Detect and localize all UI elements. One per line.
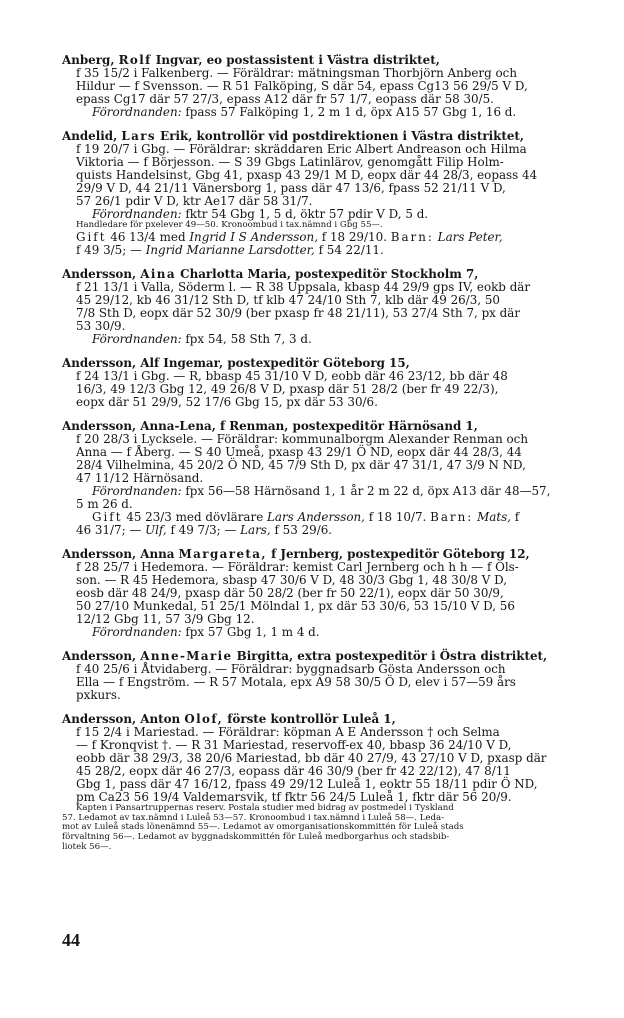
entry-line: 50 27/10 Munkedal, 51 25/1 Mölndal 1, px där 53 30/6, 53 15/10 V D, 56: [76, 598, 515, 613]
entry-line: f 21 13/1 i Valla, Söderm l. — R 38 Uppsala, kbasp 44 29/9 gps IV, eokb där: [76, 279, 531, 294]
entry-column: [62, 54, 588, 864]
entry-line: 7/8 Sth D, eopx där 52 30/9 (ber pxasp fr 48 21/11), 53 27/4 Sth 7, px där: [76, 305, 521, 320]
note-line: förvaltning 56—. Ledamot av byggnadskommittén för Luleå medborgarhus och stadsbib-: [62, 832, 450, 843]
appointments: Förordnanden: fpass 57 Falköping 1, 2 m 1 d, öpx A15 57 Gbg 1, 16 d.: [92, 105, 517, 119]
entry-line: pm Ca23 56 19/4 Valdemarsvik, tf fktr 56 24/5 Luleå 1, fktr där 56 20/9.: [76, 789, 512, 804]
entry-line: Hildur — f Svensson. — R 51 Falköping, S där 54, epass Cg13 56 29/5 V D,: [76, 79, 528, 93]
entry-heading: Andersson, Anton Olof, förste kontrollör Luleå 1,: [62, 711, 396, 726]
entry-line: epass Cg17 där 57 27/3, epass A12 där fr 57 1/7, eopass där 58 30/5.: [76, 92, 494, 106]
entry-line: 47 11/12 Härnösand.: [76, 470, 204, 485]
entry-heading: Andersson, Aina Charlotta Maria, postexpeditör Stockholm 7,: [62, 266, 479, 281]
entry-line: 28/4 Vilhelmina, 45 20/2 Ö ND, 45 7/9 Sth D, px där 47 31/1, 47 3/9 N ND,: [76, 457, 526, 472]
entry-line: — f Kronqvist †. — R 31 Mariestad, reservoff-ex 40, bbasp 36 24/10 V D,: [76, 737, 512, 752]
entry-line: f 20 28/3 i Lycksele. — Föräldrar: kommunalborgm Alexander Renman och: [76, 431, 528, 446]
entry-line: f 40 25/6 i Åtvidaberg. — Föräldrar: byggnadsarb Gösta Andersson och: [76, 661, 506, 676]
note-line: liotek 56—.: [62, 841, 112, 852]
entry-line: Ella — f Engström. — R 57 Motala, epx A9 58 30/5 Ö D, elev i 57—59 års: [76, 674, 516, 689]
entry-line: son. — R 45 Hedemora, sbasp 47 30/6 V D, 48 30/3 Gbg 1, 48 30/8 V D,: [76, 572, 508, 587]
entry-line: f 15 2/4 i Mariestad. — Föräldrar: köpman A E Andersson † och Selma: [76, 724, 500, 739]
note-line: mot av Luleå stads lönenämnd 55—. Ledamot av omorganisationskommittén för Luleå stads: [62, 822, 464, 833]
entry-line: Anna — f Åberg. — S 40 Umeå, pxasp 43 29/1 Ö ND, eopx där 44 28/3, 44: [76, 444, 522, 459]
marriage: Gift 46 13/4 med Ingrid I S Andersson, f 18 29/10. Barn: Lars Peter,: [76, 229, 503, 244]
page-number: 44: [62, 930, 80, 950]
marriage: Gift 45 23/3 med dövlärare Lars Andersson, f 18 10/7. Barn: Mats, f: [92, 509, 520, 524]
entry-line: f 24 13/1 i Gbg. — R, bbasp 45 31/10 V D, eobb där 46 23/12, bb där 48: [76, 368, 508, 383]
entry-heading: Andelid, Lars Erik, kontrollör vid postdirektionen i Västra distriktet,: [62, 129, 525, 143]
appointments: Förordnanden: fktr 54 Gbg 1, 5 d, öktr 57 pdir V D, 5 d.: [92, 207, 429, 221]
note-line: Kapten i Pansartruppernas reserv. Postala studier med bidrag av postmedel i Tyskland: [76, 802, 454, 813]
entry-andersson-anna-margareta: [62, 548, 588, 639]
appointments: Förordnanden: fpx 56—58 Härnösand 1, 1 år 2 m 22 d, öpx A13 där 48—57,: [92, 483, 551, 498]
entry-line: Viktoria — f Börjesson. — S 39 Gbgs Latinlärov, genomgått Filip Holm-: [76, 155, 504, 169]
appointments: Förordnanden: fpx 54, 58 Sth 7, 3 d.: [92, 331, 312, 346]
entry-line: eopx där 51 29/9, 52 17/6 Gbg 15, px där 53 30/6.: [76, 394, 378, 409]
entry-line: 53 30/9.: [76, 318, 126, 333]
entry-andersson-aina: [62, 268, 588, 346]
note-line: 57. Ledamot av tax.nämnd i Luleå 53—57. Kronoombud i tax.nämnd i Luleå 58—. Leda-: [62, 812, 445, 823]
entry-heading: Andersson, Anne-Marie Birgitta, extra postexpeditör i Östra distriktet,: [62, 648, 548, 663]
entry-line: quists Handelsinst, Gbg 41, pxasp 43 29/1 M D, eopx där 44 28/3, eopass 44: [76, 168, 538, 182]
entry-line: 16/3, 49 12/3 Gbg 12, 49 26/8 V D, pxasp där 51 28/2 (ber fr 49 22/3),: [76, 381, 499, 396]
entry-line: 45 28/2, eopx där 46 27/3, eopass där 46 30/9 (ber fr 42 22/12), 47 8/11: [76, 763, 511, 778]
entry-heading: Andersson, Anna-Lena, f Renman, postexpeditör Härnösand 1,: [62, 418, 478, 433]
entry-andersson-anton: [62, 713, 588, 853]
note-line: Handledare för pxelever 49—50. Kronoombud i tax.nämnd i Gbg 55—.: [76, 220, 383, 230]
entry-heading: Anberg, Rolf Ingvar, eo postassistent i Västra distriktet,: [62, 53, 440, 67]
entry-andersson-alf: [62, 357, 588, 409]
entry-heading: Andersson, Alf Ingemar, postexpeditör Göteborg 15,: [62, 355, 410, 370]
appointments-cont: 5 m 26 d.: [76, 496, 133, 511]
entry-line: f 19 20/7 i Gbg. — Föräldrar: skräddaren Eric Albert Andreason och Hilma: [76, 142, 527, 156]
entry-line: f 35 15/2 i Falkenberg. — Föräldrar: mätningsman Thorbjörn Anberg och: [76, 66, 517, 80]
entry-andersson-anna-lena: [62, 420, 588, 537]
marriage-cont: 46 31/7; — Ulf, f 49 7/3; — Lars, f 53 29/6.: [76, 522, 333, 537]
entry-line: 12/12 Gbg 11, 57 3/9 Gbg 12.: [76, 611, 255, 626]
entry-andersson-anne-marie: [62, 650, 588, 702]
marriage-cont: f 49 3/5; — Ingrid Marianne Larsdotter, f 54 22/11.: [76, 242, 384, 257]
entry-heading: Andersson, Anna Margareta, f Jernberg, postexpeditör Göteborg 12,: [62, 546, 530, 561]
entry-line: eosb där 48 24/9, pxasp där 50 28/2 (ber fr 50 22/1), eopx där 50 30/9,: [76, 585, 504, 600]
entry-line: 57 26/1 pdir V D, ktr Ae17 där 58 31/7.: [76, 194, 313, 208]
entry-anberg: [62, 54, 588, 119]
entry-line: 29/9 V D, 44 21/11 Vänersborg 1, pass där 47 13/6, fpass 52 21/11 V D,: [76, 181, 506, 195]
entry-line: 45 29/12, kb 46 31/12 Sth D, tf klb 47 24/10 Sth 7, klb där 49 26/3, 50: [76, 292, 500, 307]
entry-andelid: [62, 130, 588, 257]
entry-line: pxkurs.: [76, 687, 121, 702]
entry-line: eobb där 38 29/3, 38 20/6 Mariestad, bb där 40 27/9, 43 27/10 V D, pxasp där: [76, 750, 547, 765]
entry-line: f 28 25/7 i Hedemora. — Föräldrar: kemist Carl Jernberg och h h — f Ols-: [76, 559, 519, 574]
appointments: Förordnanden: fpx 57 Gbg 1, 1 m 4 d.: [92, 624, 320, 639]
entry-line: Gbg 1, pass där 47 16/12, fpass 49 29/12 Luleå 1, eoktr 55 18/11 pdir Ö ND,: [76, 776, 538, 791]
